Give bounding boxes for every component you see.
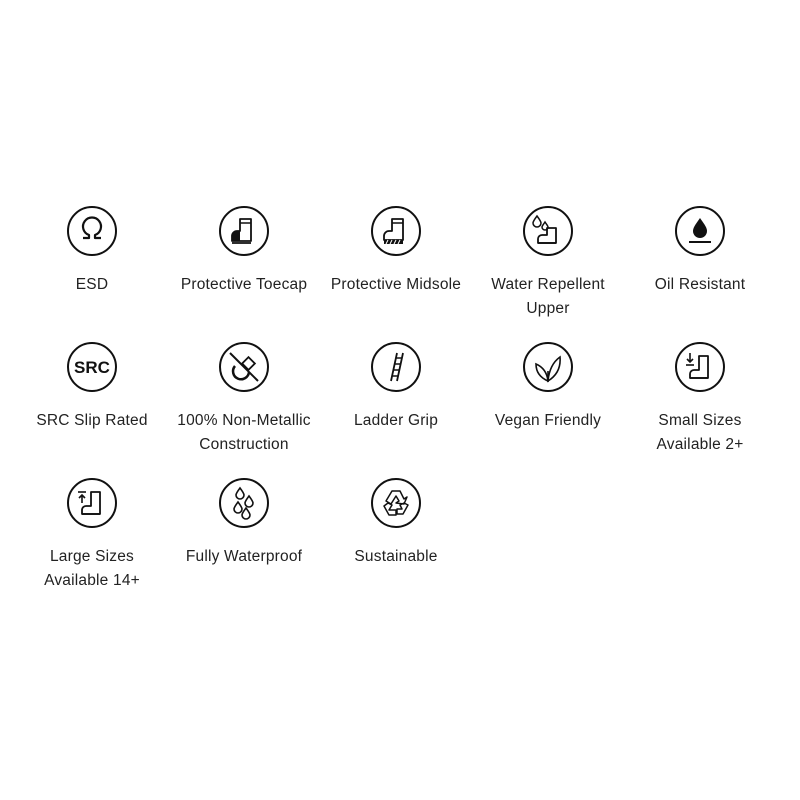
feature-vegan-friendly — [472, 341, 624, 433]
feature-ladder-grip — [320, 341, 472, 433]
ladder-icon — [370, 341, 422, 393]
feature-src-slip — [16, 341, 168, 433]
feature-label: Protective Midsole — [330, 276, 462, 293]
feature-protective-midsole — [320, 205, 472, 297]
feature-label: ESD — [75, 276, 109, 293]
feature-label: Vegan Friendly — [494, 412, 602, 429]
feature-label: Fully Waterproof — [185, 548, 303, 565]
src-badge-text: SRC — [74, 358, 110, 377]
feature-large-sizes — [16, 477, 168, 593]
feature-water-repellent — [472, 205, 624, 321]
feature-label: Sustainable — [354, 548, 438, 565]
boot-water-icon — [522, 205, 574, 257]
feature-oil-resistant — [624, 205, 776, 297]
feature-label: Small Sizes Available 2+ — [656, 412, 744, 453]
leaf-icon — [522, 341, 574, 393]
recycle-icon — [370, 477, 422, 529]
boot-midsole-icon — [370, 205, 422, 257]
src-badge-icon — [66, 341, 118, 393]
boot-large-size-icon — [66, 477, 118, 529]
feature-sustainable — [320, 477, 472, 569]
boot-small-size-icon — [674, 341, 726, 393]
feature-small-sizes — [624, 341, 776, 457]
feature-label: SRC Slip Rated — [36, 412, 148, 429]
feature-label: Protective Toecap — [180, 276, 308, 293]
feature-label: Large Sizes Available 14+ — [44, 548, 140, 589]
feature-label: Ladder Grip — [353, 412, 439, 429]
oil-drop-icon — [674, 205, 726, 257]
feature-esd — [16, 205, 168, 297]
feature-fully-waterproof — [168, 477, 320, 569]
feature-label: Water Repellent Upper — [491, 276, 605, 317]
feature-label: Oil Resistant — [654, 276, 746, 293]
omega-icon — [66, 205, 118, 257]
feature-protective-toecap — [168, 205, 320, 297]
boot-toecap-icon — [218, 205, 270, 257]
feature-non-metallic — [168, 341, 320, 457]
no-metal-icon — [218, 341, 270, 393]
feature-label: 100% Non-Metallic Construction — [177, 412, 311, 453]
water-drops-icon — [218, 477, 270, 529]
